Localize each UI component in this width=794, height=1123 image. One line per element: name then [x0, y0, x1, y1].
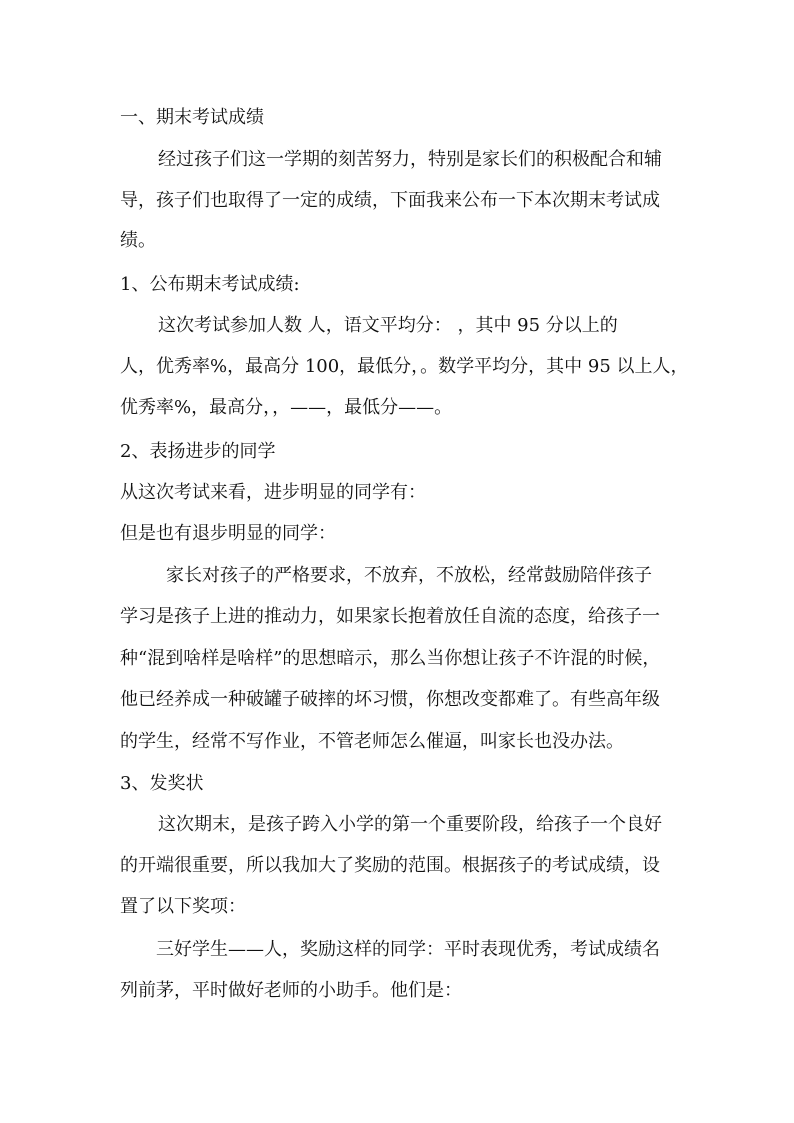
award-three-good-line-2: 列前茅，平时做好老师的小助手。他们是：: [120, 980, 462, 1001]
intro-line-2: 导，孩子们也取得了一定的成绩，下面我来公布一下本次期末考试成: [120, 190, 660, 211]
intro-line-1: 经过孩子们这一学期的刻苦努力，特别是家长们的积极配合和辅: [158, 149, 662, 170]
section-heading-exam-results: 一、期末考试成绩: [120, 107, 264, 128]
progress-students-line: 从这次考试来看，进步明显的同学有：: [120, 482, 426, 503]
parent-paragraph-line-1: 家长对孩子的严格要求，不放弃，不放松，经常鼓励陪伴孩子: [166, 565, 652, 586]
awards-paragraph-line-2: 的开端很重要，所以我加大了奖励的范围。根据孩子的考试成绩，设: [120, 855, 660, 876]
regress-students-line: 但是也有退步明显的同学：: [120, 523, 336, 544]
awards-paragraph-line-3: 置了以下奖项：: [120, 896, 246, 917]
results-line-3: 优秀率%，最高分，，——，最低分——。: [120, 397, 453, 418]
item-heading-praise-progress: 2、表扬进步的同学: [120, 441, 276, 462]
item-heading-publish-results: 1、公布期末考试成绩:: [120, 274, 300, 295]
parent-paragraph-line-2: 学习是孩子上进的推动力，如果家长抱着放任自流的态度，给孩子一: [120, 606, 660, 627]
parent-paragraph-line-5: 的学生，经常不写作业，不管老师怎么催逼，叫家长也没办法。: [120, 731, 624, 752]
item-heading-awards: 3、发奖状: [120, 773, 204, 794]
award-three-good-line-1: 三好学生——人，奖励这样的同学：平时表现优秀，考试成绩名: [156, 939, 660, 960]
results-line-1: 这次考试参加人数 人，语文平均分： ，其中 95 分以上的: [158, 315, 618, 336]
parent-paragraph-line-4: 他已经养成一种破罐子破摔的坏习惯，你想改变都难了。有些高年级: [120, 689, 660, 710]
intro-line-3: 绩。: [120, 230, 156, 251]
results-line-2: 人，优秀率%，最高分 100，最低分，。数学平均分，其中 95 以上人，: [120, 356, 689, 377]
awards-paragraph-line-1: 这次期末，是孩子跨入小学的第一个重要阶段，给孩子一个良好: [158, 814, 662, 835]
parent-paragraph-line-3: 种“混到啥样是啥样”的思想暗示，那么当你想让孩子不许混的时候，: [120, 648, 661, 669]
